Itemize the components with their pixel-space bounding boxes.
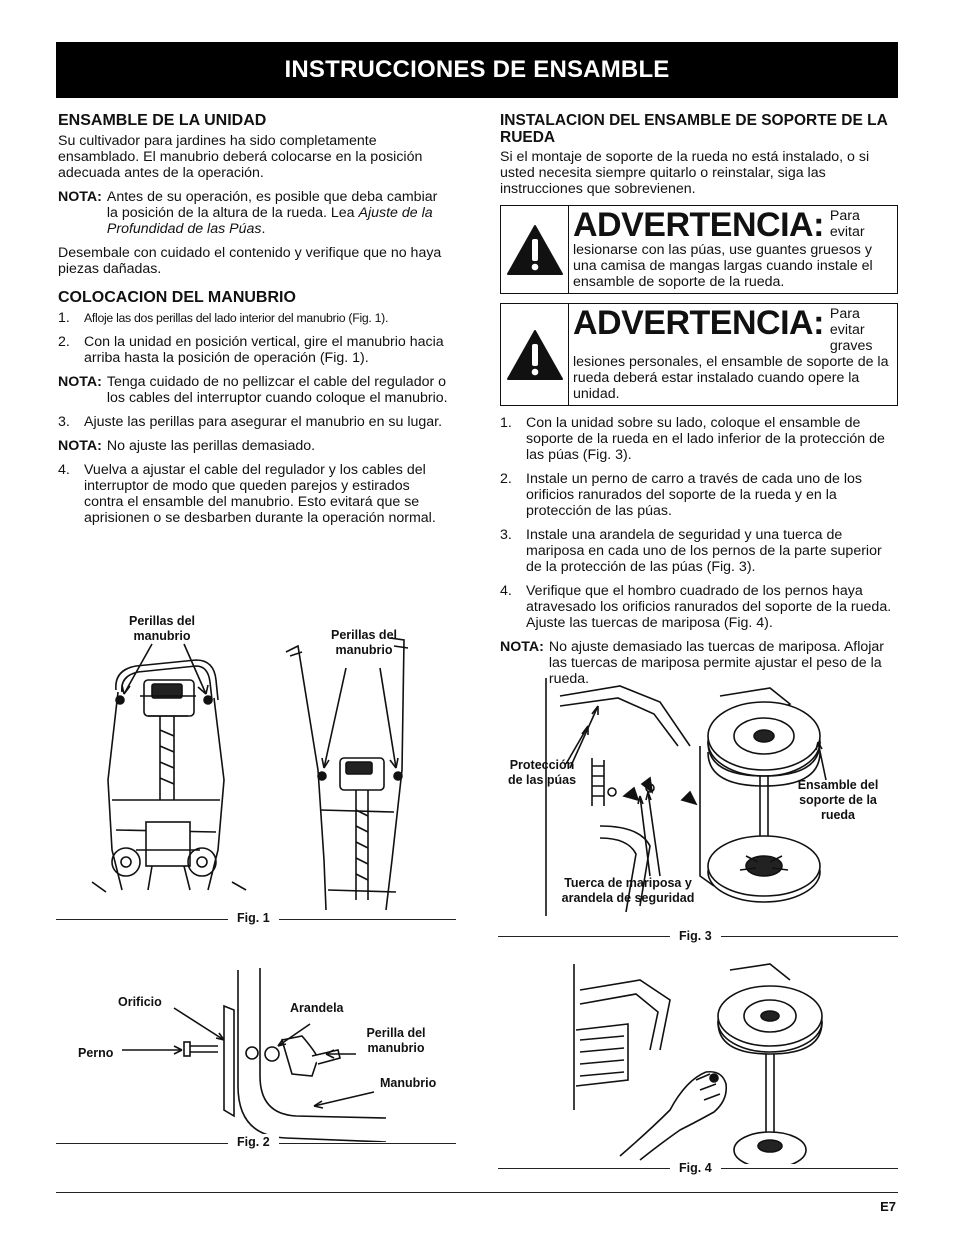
fig3-label-tuerca: Tuerca de mariposa y arandela de seguridad xyxy=(561,876,695,905)
fig2-label-arandela: Arandela xyxy=(290,1001,344,1015)
unit-note xyxy=(58,189,450,237)
left-column xyxy=(58,112,450,534)
warning-2-body: Para evitar graves lesiones personales, el ensamble de soporte de la rueda deberá estar instalado cuando opere la unidad. xyxy=(573,306,889,402)
handle-step-4: 4. Vuelva a ajustar el cable del regulador y los cables del interruptor de modo que queden parejos y estirados contra el ensamble del manubrio. Esto evitará que se aprisionen o se desbarben durante la operación normal. xyxy=(58,462,436,526)
unit-heading: ENSAMBLE DE LA UNIDAD xyxy=(58,112,267,129)
handle-steps xyxy=(58,310,450,366)
page-banner xyxy=(56,42,898,98)
fig2-label-perno: Perno xyxy=(78,1046,114,1060)
handle-step-3: 3. Ajuste las perillas para asegurar el manubrio en su lugar. xyxy=(58,414,443,430)
wheel-steps xyxy=(500,415,898,631)
warning-icon xyxy=(501,206,569,293)
fig2-label-manubrio: Manubrio xyxy=(380,1076,437,1090)
fig2-label-orificio: Orificio xyxy=(118,995,162,1009)
figure-3 xyxy=(500,676,898,922)
wheel-step-4: 4. Verifique que el hombro cuadrado de los pernos haya atravesado los orificios ranurados del soporte de la rueda. Ajuste las tuercas de mariposa (Fig. 4). xyxy=(500,583,892,631)
wheel-note: NOTA: No ajuste demasiado las tuercas de mariposa. Aflojar las tuercas de mariposa permite ajustar el peso de la rueda. xyxy=(500,639,885,687)
figure-4 xyxy=(500,960,898,1164)
note-text: Antes de su operación, es posible que deba cambiar la posición de la altura de la rueda. Lea Ajuste de la Profundidad de las Púas. xyxy=(106,189,438,237)
wheel-step-3: 3. Instale una arandela de seguridad y una tuerca de mariposa en cada uno de los pernos de la parte superior de la protección de las púas (Fig. 3). xyxy=(500,527,882,575)
warning-1-body: Para evitar lesionarse con las púas, use guantes gruesos y una camisa de mangas largas cuando instale el ensamble de soporte de la rueda. xyxy=(573,208,873,290)
fig2-caption: Fig. 2 xyxy=(228,1134,279,1150)
handle-note-2: NOTA: No ajuste las perillas demasiado. xyxy=(58,438,316,454)
warning-box-1 xyxy=(500,205,898,294)
unit-paragraph-1: Su cultivador para jardines ha sido completamente ensamblado. El manubrio deberá colocarse en la posición adecuada antes de la operación. xyxy=(58,133,423,181)
page-number: E7 xyxy=(880,1199,896,1214)
unit-paragraph-2: Desembale con cuidado el contenido y verifique que no haya piezas dañadas. xyxy=(58,245,442,277)
warning-2-title: ADVERTENCIA: xyxy=(573,304,824,342)
handle-note-1: NOTA: Tenga cuidado de no pellizcar el cable del regulador o los cables del interruptor cuando coloque el manubrio. xyxy=(58,374,448,406)
wheel-heading: INSTALACION DEL ENSAMBLE DE SOPORTE DE LA RUEDA xyxy=(500,112,888,146)
fig4-caption: Fig. 4 xyxy=(670,1160,721,1176)
fig1-label-knobs-left: Perillas del manubrio xyxy=(128,614,195,643)
fig1-label-knobs-right: Perillas del manubrio xyxy=(330,628,397,657)
warning-1-title: ADVERTENCIA: xyxy=(573,206,824,244)
fig3-label-ensamble: Ensamble del soporte de la rueda xyxy=(797,778,879,822)
banner-title: INSTRUCCIONES DE ENSAMBLE xyxy=(284,56,670,83)
handle-step-2: 2. Con la unidad en posición vertical, gire el manubrio hacia arriba hasta la posición de operación (Fig. 1). xyxy=(58,334,444,366)
wing-nut-tightening-illustration xyxy=(500,960,898,1164)
handle-step-1: 1. Afloje las dos perillas del lado interior del manubrio (Fig. 1). xyxy=(58,310,389,326)
note-italic: Ajuste de la Profundidad de las Púas xyxy=(106,205,433,237)
wheel-step-1: 1. Con la unidad sobre su lado, coloque el ensamble de soporte de la rueda en el lado inferior de la protección de las púas (Fig. 3). xyxy=(500,415,885,463)
fig2-label-perilla: Perilla del manubrio xyxy=(366,1026,426,1055)
right-column xyxy=(500,112,898,695)
fig3-label-proteccion: Protección de las púas xyxy=(507,758,577,787)
warning-icon xyxy=(501,304,569,405)
fig1-caption: Fig. 1 xyxy=(228,910,279,926)
figure-1 xyxy=(56,600,456,930)
wheel-step-2: 2. Instale un perno de carro a través de cada uno de los orificios ranurados del soporte de la rueda y en la protección de las púas. xyxy=(500,471,862,519)
figure-2 xyxy=(56,966,456,1142)
fig3-caption: Fig. 3 xyxy=(670,928,721,944)
warning-box-2 xyxy=(500,303,898,406)
note-label: NOTA: xyxy=(58,189,102,205)
footer-rule xyxy=(56,1192,898,1193)
wheel-intro: Si el montaje de soporte de la rueda no está instalado, o si usted necesita siempre quitarlo o reinstalar, siga las instrucciones que sobrevienen. xyxy=(500,149,870,197)
handle-heading: COLOCACION DEL MANUBRIO xyxy=(58,289,296,306)
